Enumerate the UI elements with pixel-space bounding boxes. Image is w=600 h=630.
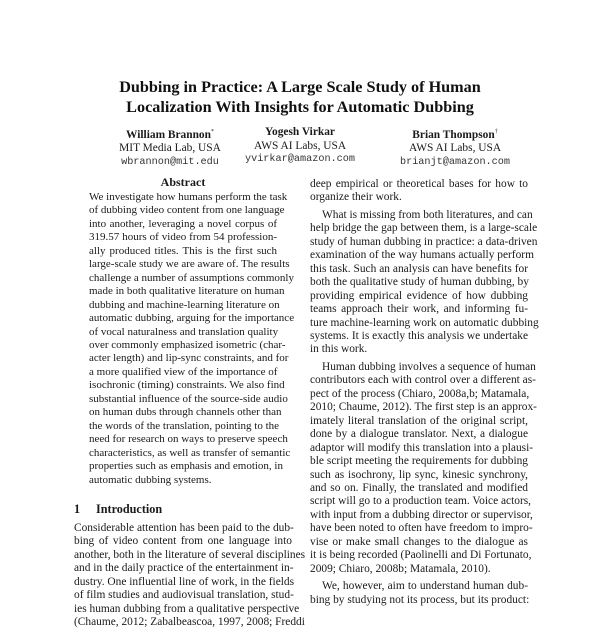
body-line: deep empirical or theoretical bases for how to [310, 178, 528, 190]
abstract-line: need for research on ways to preserve speech [89, 433, 288, 446]
abstract-line: made in both qualitative literature on human [89, 285, 285, 298]
body-line: dustry. One influential line of work, in the fields [74, 575, 295, 588]
abstract-line: 319.57 hours of video from 54 profession- [89, 231, 277, 244]
body-line: and in the daily practice of the entertainment in- [74, 562, 294, 575]
abstract-line: of dubbing video content from one language [89, 204, 285, 217]
author-footnote-mark: * [210, 129, 214, 135]
body-line: imately literal translation of the original script, [310, 414, 528, 427]
author-name: Yogesh Virkar [265, 126, 335, 138]
right-column [310, 178, 539, 607]
author-3 [365, 126, 545, 169]
author-email: yvirkar@amazon.com [244, 154, 356, 165]
paper-title [0, 77, 600, 117]
abstract-line: automatic dubbing systems. [89, 473, 212, 486]
body-line: teams approach their work, and informing fu- [310, 303, 528, 316]
paragraph [310, 178, 528, 205]
body-line: contributors each with control over a different as- [310, 374, 536, 387]
body-line: We, however, aim to understand human dub- [322, 580, 528, 593]
body-line: both the qualitative study of human dubbing, by [310, 276, 529, 289]
body-line: (Chaume, 2012; Zabalbeascoa, 1997, 2008; Freddi [74, 616, 305, 629]
title-line-1: Dubbing in Practice: A Large Scale Study of Human [119, 78, 481, 96]
abstract-line: the words of the translation, pointing to the [89, 419, 280, 432]
author-footnote-mark: † [494, 129, 498, 135]
author-name: Brian Thompson [412, 128, 495, 141]
body-line: What is missing from both literatures, and can [322, 208, 533, 221]
section-number: 1 [74, 502, 81, 516]
body-line: in this work. [310, 343, 368, 356]
body-line: and so on. Finally, the translated and modified [310, 481, 528, 494]
author-name: William Brannon [126, 128, 211, 141]
abstract-line: properties such as emphasis and emotion, in [89, 460, 283, 473]
abstract-line: over commonly emphasized isometric (char- [89, 338, 286, 351]
title-line-2: Localization With Insights for Automatic Dubbing [126, 98, 474, 116]
introduction-body [74, 522, 306, 630]
body-line: vise or make small changes to the dialogue as [310, 535, 528, 548]
body-line: organize their work. [310, 191, 402, 204]
abstract-line: isochronic (timing) constraints. We also find [89, 379, 285, 392]
author-email: brianjt@amazon.com [399, 156, 511, 168]
paragraph [310, 580, 528, 607]
author-affiliation: MIT Media Lab, USA [119, 142, 221, 155]
body-line: bing of video content from one language into [74, 535, 292, 548]
body-line: another, both in the literature of several disciplines [74, 548, 306, 561]
body-line: help bridge the gap between them, is a large-scale [310, 222, 538, 235]
abstract-heading: Abstract [160, 175, 206, 189]
body-line: providing empirical evidence of how dubbing [310, 289, 528, 302]
body-line: ture machine-learning work on automatic dubbing [310, 316, 539, 329]
body-line: this task. Such an analysis can have benefits for [310, 262, 528, 275]
abstract-line: challenge a number of assumptions commonly [89, 271, 294, 284]
abstract-line: We investigate how humans perform the task [89, 191, 288, 203]
body-line: examination of the way humans actually perform [310, 249, 534, 262]
abstract-line: on human dubs through channels other than [89, 406, 282, 419]
body-line: ies human dubbing from a qualitative perspective [74, 602, 300, 615]
abstract-line: of vocal naturalness and translation quality [89, 325, 279, 338]
author-affiliation: AWS AI Labs, USA [253, 139, 347, 152]
body-line: adaptor will modify this translation into a plausi- [310, 441, 534, 454]
paragraph [310, 208, 539, 357]
body-line: Human dubbing involves a sequence of human [322, 360, 536, 373]
body-line: done by a dialogue translator. Next, a dialogue [310, 428, 528, 441]
section-heading-introduction [74, 502, 162, 517]
section-title: Introduction [96, 502, 163, 516]
abstract-line: characteristics, as well as transfer of semantic [89, 446, 291, 459]
abstract-line: into another, leveraging a novel corpus of [89, 217, 277, 230]
body-line: ble script meeting the requirements for dubbing [310, 455, 528, 468]
abstract-line: automatic dubbing, arguing for the importance [89, 312, 295, 325]
body-line: script will go to a production team. Voice actors, [310, 495, 532, 508]
author-2 [210, 126, 390, 167]
abstract-body [89, 191, 295, 487]
abstract-line: dubbing and machine-learning literature on [89, 298, 280, 311]
abstract-line: a more qualified view of the importance of [89, 365, 278, 378]
body-line: of film studies and audiovisual translation, stud- [74, 589, 294, 602]
body-line: with input from a dubbing director or supervisor, [310, 508, 533, 521]
body-line: 2010; Chaume, 2012). The first step is an approx- [310, 401, 537, 414]
abstract-line: large-scale study we are aware of. The results [89, 258, 290, 271]
paragraph [310, 360, 537, 576]
body-line: it is being recorded (Paolinelli and Di Fortunato, [310, 549, 532, 562]
body-line: systems. It is exactly this analysis we undertake [310, 329, 528, 342]
body-line: have been noted to often have freedom to impro- [310, 522, 533, 535]
body-line: 2009; Chiaro, 2008b; Matamala, 2010). [310, 562, 491, 575]
author-email: wbrannon@mit.edu [121, 156, 219, 168]
body-line: such as isochrony, lip sync, kinesic synchrony, [310, 468, 528, 481]
body-line: study of human dubbing in practice: a data-driven [310, 235, 538, 248]
abstract-line: ally produced titles. This is the first such [89, 244, 277, 257]
abstract-line: acter length) and lip-sync constraints, and for [89, 352, 289, 365]
author-affiliation: AWS AI Labs, USA [408, 142, 502, 155]
body-line: pect of the process (Chiaro, 2008a,b; Matamala, [310, 387, 530, 400]
body-line: Considerable attention has been paid to the dub- [74, 522, 294, 534]
body-line: bing by studying not its process, but its product: [310, 593, 530, 606]
abstract-line: substantial influence of the source-side audio [89, 392, 288, 405]
